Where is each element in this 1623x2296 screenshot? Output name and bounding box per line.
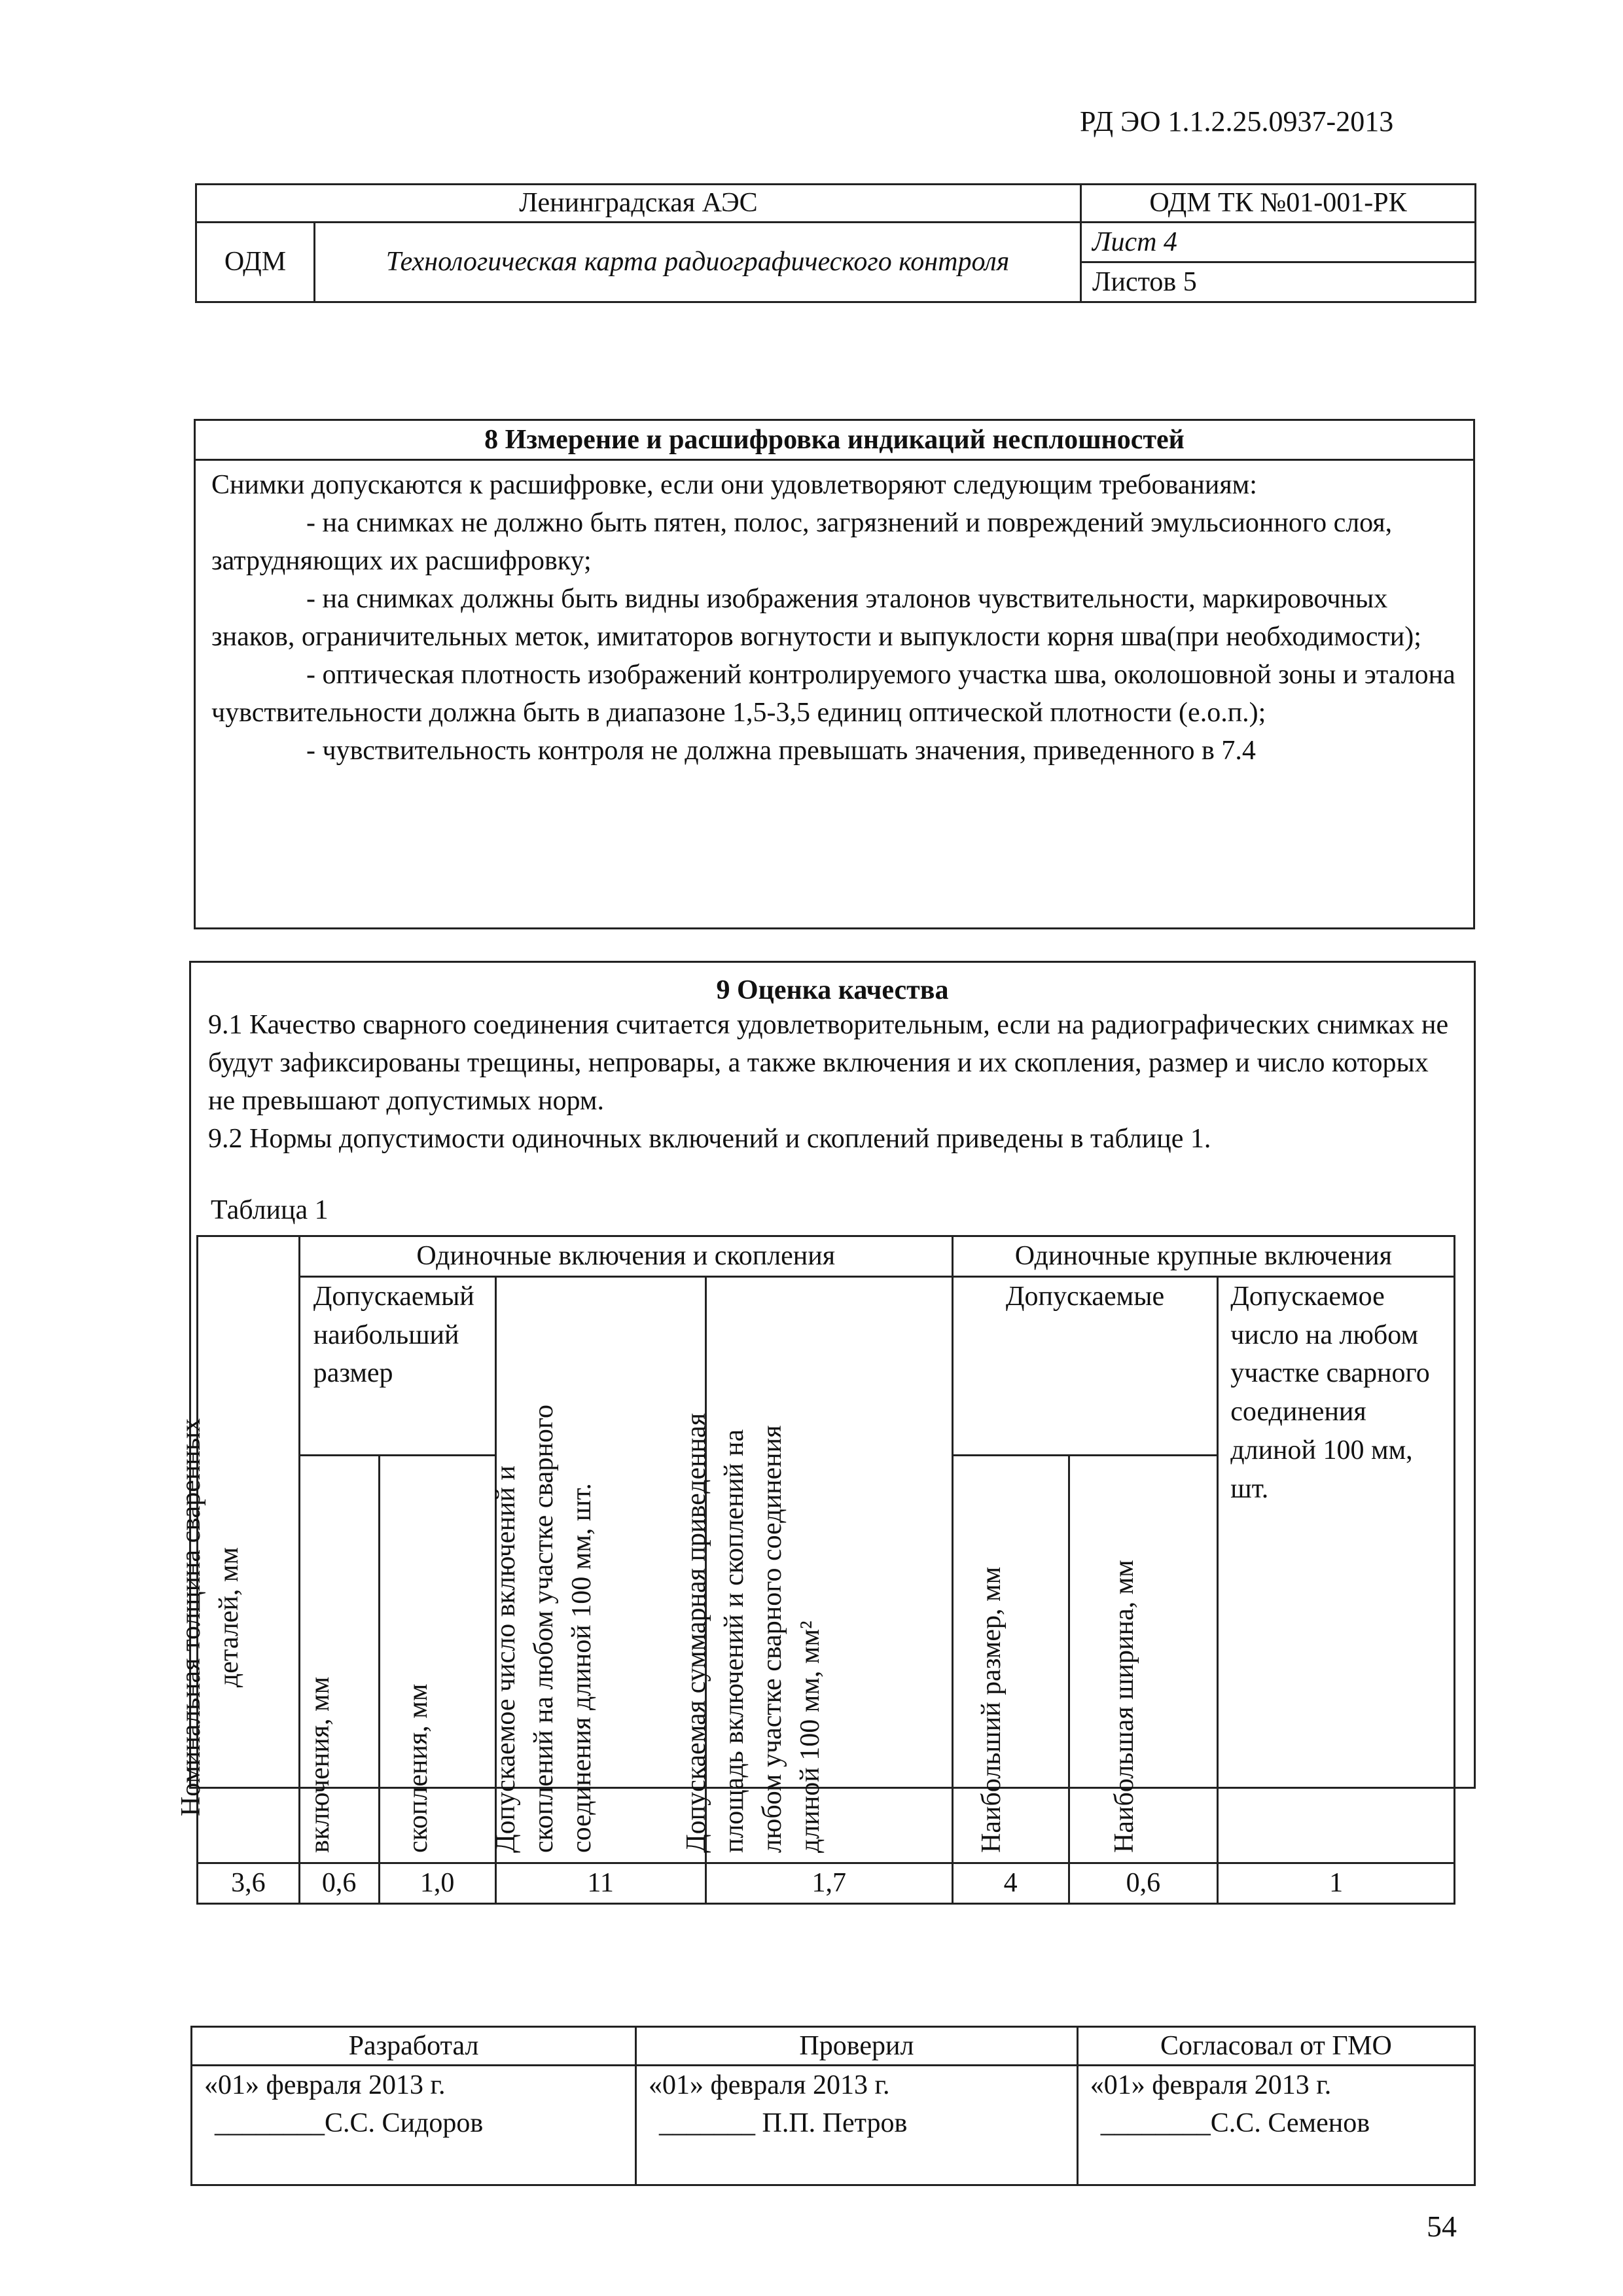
developed-signature (192, 2066, 636, 2185)
card-title: Технологическая карта радиографического контроля (315, 223, 1081, 302)
header-max-size: Допускаемый наибольший размер (299, 1276, 495, 1455)
table-caption: Таблица 1 (211, 1195, 329, 1225)
header-area: Допускаемая суммарная приведенная площадь включений и скоплений на любом участке сварного соединения длиной 100 мм, мм² (705, 1276, 952, 1863)
requirement-item: - оптическая плотность изображений контролируемого участка шва, околошовной зоны и эталона чувствительности должна быть в диапазоне 1,5-3,5 единиц оптической плотности (е.о.п.); (211, 660, 1455, 728)
requirement-item: - чувствительность контроля не должна превышать значения, приведенного в 7.4 (306, 736, 1256, 766)
document-code: РД ЭО 1.1.2.25.0937-2013 (1080, 105, 1394, 137)
station-name: Ленинградская АЭС (196, 185, 1081, 223)
cell-cluster-size: 1,0 (379, 1863, 495, 1903)
section-8-intro: Снимки допускаются к расшифровке, если они удовлетворяют следующим требованиям: (211, 470, 1257, 500)
cell-big-size: 4 (952, 1863, 1069, 1903)
cell-big-width: 0,6 (1069, 1863, 1218, 1903)
section-9-title: 9 Оценка качества (716, 975, 949, 1005)
date: «01» февраля 2013 г. (649, 2070, 890, 2100)
section-8 (194, 419, 1475, 929)
agreed-label: Согласовал от ГМО (1077, 2027, 1474, 2066)
header-allowed: Допускаемые (952, 1276, 1218, 1455)
paragraph-9-2: 9.2 Нормы допустимости одиночных включений и скоплений приведены в таблице 1. (208, 1124, 1211, 1154)
paragraph-9-1: 9.1 Качество сварного соединения считается удовлетворительным, если на радиографических снимках не будут зафиксированы трещины, непровары, а также включения и их скопления, размер и число которых не превышают допустимых норм. (208, 1010, 1449, 1116)
developed-label: Разработал (192, 2027, 636, 2066)
checked-label: Проверил (636, 2027, 1078, 2066)
cell-thickness: 3,6 (198, 1863, 300, 1903)
doc-id: ОДМ ТК №01-001-РК (1081, 185, 1476, 223)
signature-line: _______ П.П. Петров (659, 2108, 908, 2138)
requirement-item: - на снимках должны быть видны изображения эталонов чувствительности, маркировочных знаков, ограничительных меток, имитаторов вогнутости и выпуклости корня шва(при необходимости); (211, 584, 1421, 652)
header-table (195, 183, 1476, 303)
checked-signature (636, 2066, 1078, 2185)
header-large-inclusions: Одиночные крупные включения (952, 1236, 1454, 1277)
header-cluster-size: скопления, мм (379, 1455, 495, 1863)
header-big-width: Наибольшая ширина, мм (1069, 1455, 1218, 1863)
cell-big-count: 1 (1218, 1863, 1455, 1903)
signature-line: ________С.С. Сидоров (215, 2108, 484, 2138)
header-big-size: Наибольший размер, мм (952, 1455, 1069, 1863)
agreed-signature (1077, 2066, 1474, 2185)
sheet-number: Лист 4 (1081, 223, 1476, 262)
date: «01» февраля 2013 г. (1090, 2070, 1332, 2100)
header-inclusion-size: включения, мм (299, 1455, 379, 1863)
cell-inclusion-size: 0,6 (299, 1863, 379, 1903)
approval-table (190, 2026, 1476, 2186)
requirement-item: - на снимках не должно быть пятен, полос, загрязнений и повреждений эмульсионного слоя, затрудняющих их расшифровку; (211, 508, 1393, 576)
norms-table (176, 1235, 1455, 1905)
odm-label: ОДМ (196, 223, 315, 302)
section-8-title: 8 Измерение и расшифровка индикаций несплошностей (196, 421, 1473, 461)
header-count: Допускаемое число включений и скоплений на любом участке сварного соединения длиной 100 мм, шт. (495, 1276, 705, 1863)
header-big-count: Допускаемое число на любом участке сварного соединения длиной 100 мм, шт. (1218, 1276, 1455, 1863)
page-number: 54 (1427, 2210, 1457, 2243)
sheet-total: Листов 5 (1081, 262, 1476, 302)
header-thickness: Номинальная толщина сваренных деталей, мм (198, 1236, 300, 1863)
date: «01» февраля 2013 г. (204, 2070, 446, 2100)
header-single-inclusions: Одиночные включения и скопления (299, 1236, 952, 1277)
cell-count: 11 (495, 1863, 705, 1903)
signature-line: ________С.С. Семенов (1100, 2108, 1370, 2138)
table-row (198, 1863, 1455, 1903)
cell-area: 1,7 (705, 1863, 952, 1903)
